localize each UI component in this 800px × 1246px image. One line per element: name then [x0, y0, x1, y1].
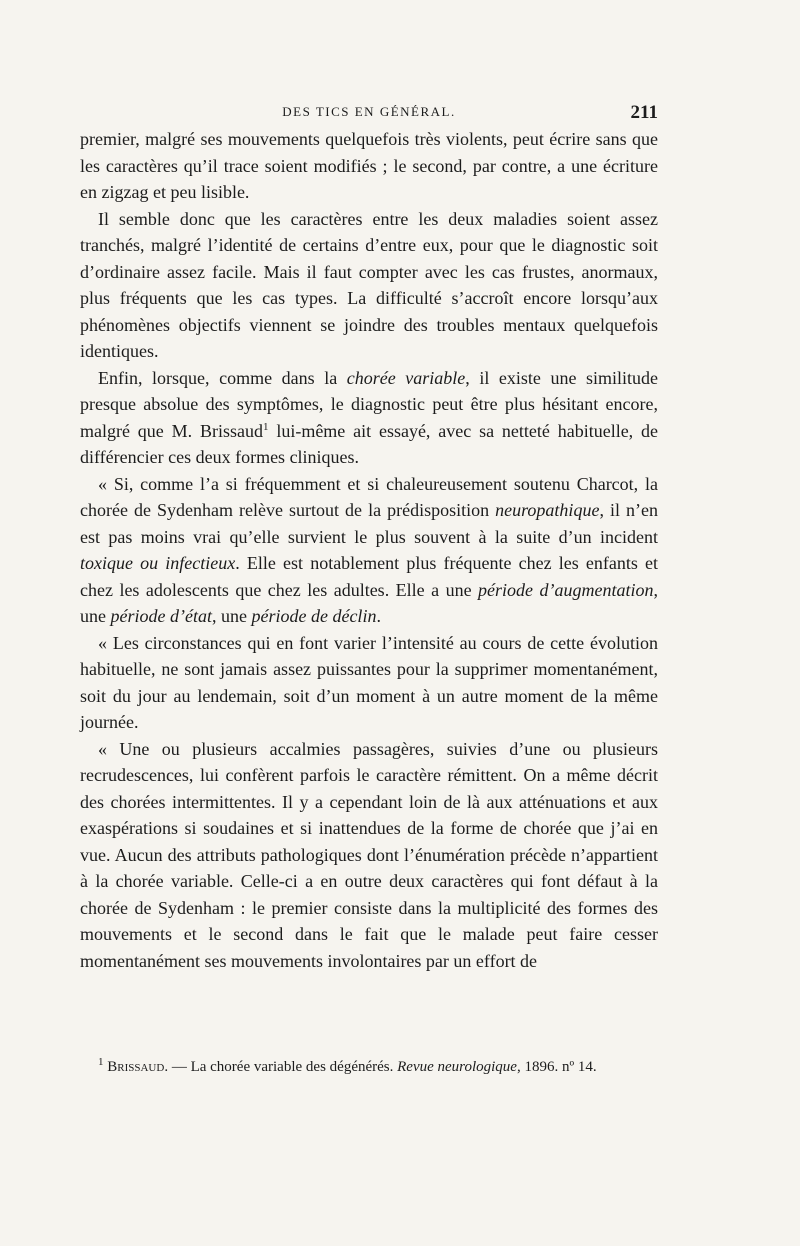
paragraph-4-text-e: . Elle est notablement plus fréquente chez les enfants et chez les adolescents que chez les adultes. Elle a une: [80, 553, 658, 600]
italic-periode-etat: période d’état: [110, 606, 212, 626]
italic-chorée-variable: chorée variable: [346, 367, 466, 388]
paragraph-3-text-d: lui-même ait essayé, avec sa netteté habituelle, de différencier ces deux formes cliniques.: [80, 420, 659, 467]
footnote-reference: 1: [262, 420, 269, 433]
paragraph-4: [80, 471, 658, 630]
italic-neuropathique: neuropathique: [495, 500, 600, 520]
italic-periode-declin: période de déclin: [251, 606, 377, 626]
footnote: [80, 1057, 658, 1078]
paragraph-6: « Une ou plusieurs accalmies passagères, suivies d’une ou plusieurs recrudescences, lui confèrent parfois le caractère rémittent. On a même décrit des chorées intermittentes. Il y a cependant loin de là aux atténuations et aux exaspérations si soudaines et si inattendues de la forme de chorée que j’ai en vue. Aucun des attributs pathologiques dont l’énumération précède n’appartient à la chorée variable. Celle-ci a en outre deux caractères qui font défaut à la chorée de Sydenham : le premier consiste dans la multiplicité des formes des mouvements et le second dans le fait que le malade peut faire cesser momentanément ses mouvements involontaires par un effort de: [80, 738, 658, 971]
footnote-text-b: , 1896. nº 14.: [516, 1059, 597, 1075]
paragraph-2: Il semble donc que les caractères entre les deux maladies soient assez tranchés, malgré l’identité de certains d’entre eux, pour que le diagnostic soit d’ordinaire assez facile. Mais il faut compter avec les cas frustes, anormaux, plus fréquents que les cas types. La difficulté s’accroît encore lorsqu’aux phénomènes objectifs viennent se joindre des troubles mentaux quelquefois identiques.: [80, 208, 658, 361]
italic-toxique-ou-infectieux: toxique ou infectieux: [80, 553, 236, 573]
paragraph-4-text-k: .: [376, 606, 381, 626]
running-head: [80, 102, 658, 126]
paragraph-3: [80, 365, 658, 471]
paragraph-4-text-c: , il n’en est pas moins vrai qu’elle survient le plus souvent à la suite d’un incident: [80, 500, 658, 547]
paragraph-3-text-c: , il existe une similitude presque absolue des symptômes, le diagnostic peut être plus hésitant encore, malgré que M. Brissaud: [80, 367, 658, 441]
footnote-marker: 1: [98, 1056, 104, 1068]
running-title: DES TICS EN GÉNÉRAL.: [282, 104, 456, 119]
footnote-author: Brissaud: [107, 1059, 165, 1075]
footnote-journal: Revue neurologique: [397, 1059, 517, 1075]
footnote-text-a: . — La chorée variable des dégénérés.: [164, 1059, 398, 1075]
paragraph-4-text-g: , une: [80, 579, 658, 626]
paragraph-5: « Les circonstances qui en font varier l’intensité au cours de cette évolution habituelle, ne sont jamais assez puissantes pour la supprimer momentanément, soit du jour au lendemain, soit d’un moment à un autre moment de la même journée.: [80, 632, 658, 732]
page-number: 211: [630, 102, 658, 123]
paragraph-4-text-i: , une: [211, 606, 252, 626]
paragraph-1: premier, malgré ses mouvements quelquefois très violents, peut écrire sans que les caractères qu’il trace soient modifiés ; le second, par contre, a une écriture en zigzag et peu lisible.: [80, 129, 658, 202]
paragraph-4-text-a: « Si, comme l’a si fréquemment et si chaleureusement soutenu Charcot, la chorée de Sydenham relève surtout de la prédisposition: [80, 473, 658, 520]
body-text: [80, 126, 658, 974]
italic-periode-augmentation: période d’augmentation: [478, 579, 654, 600]
paragraph-3-text-a: Enfin, lorsque, comme dans la: [98, 367, 347, 388]
